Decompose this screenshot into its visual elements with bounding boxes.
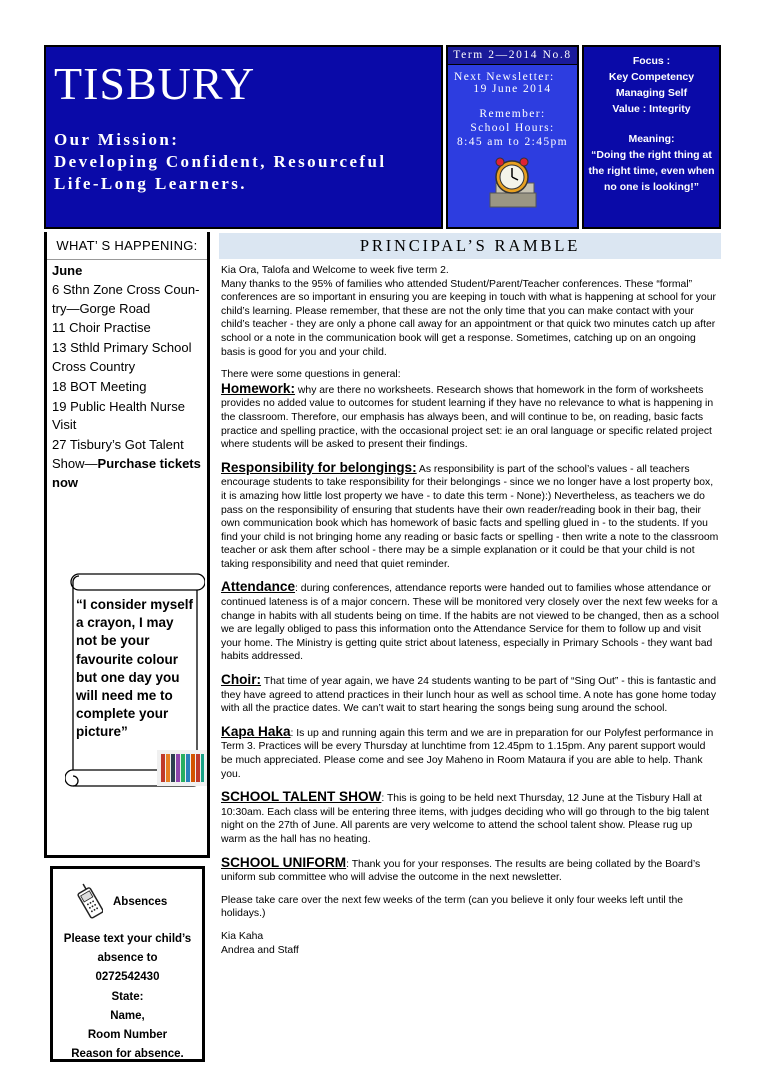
absences-box [50,866,205,1062]
quote-line: “I consider myself [76,597,194,612]
talent-show-text: Show— [52,455,98,471]
events-list [47,260,207,493]
next-newsletter-label: Next Newsletter: [454,71,555,83]
attendance-text: : during conferences, attendance reports were handed out to families whose attendance or continued lateness is of a major concern. These will be monitored very closely over the next few weeks for a change in habits with all students being on time. If the habits are not viewed to be changed, then as a school we are legally obliged to pass this information onto the Attendance Service for them to follow up and visit your home. The Ministry is getting quite strict about lateness, especially in Primary Schools - they want bad habits addressed. [221,583,719,663]
homework-section [221,382,719,452]
choir-heading: Choir: [221,672,262,688]
school-hours [448,107,577,149]
mission-statement [54,129,434,195]
signoff: Kia Kaha [221,930,264,942]
absence-line: Name, [110,1009,145,1022]
care-paragraph: Please take care over the next few weeks of the term (can you believe it only four weeks left until the holidays.) [221,894,684,920]
list-item: try—Gorge Road [52,300,151,316]
list-item: 19 Public Health Nurse [52,398,185,414]
responsibility-text: As responsibility is part of the school’s values - all teachers encourage students to take responsibility for their belongings - since we no longer have a lost property box, it is amazing how little lost property we have - to date this term - None):) Nevertheless, as teachers we do pass on the responsibility of ensuring that students have their own reader/reading book in their bag, their own communication book which has homework of basic facts and spelling glued in - to the students. If you find your child is not bringing home any reading or basic facts or spelling - then write a note to the classroom teacher or ask them after school - there may be a simple explanation or it could be that your child is not taking responsibility and need that quiet reminder. [221,463,719,570]
quote-scroll [65,570,205,792]
principals-ramble-heading: PRINCIPAL’S RAMBLE [219,233,721,259]
term-box [446,45,579,229]
list-item: 18 BOT Meeting [52,378,147,394]
key-competency-value: Managing Self [615,87,688,99]
quote-line: but one day you [76,669,180,685]
responsibility-heading: Responsibility for belongings: [221,459,417,475]
focus-box [582,45,721,229]
clock-icon [482,153,544,209]
absence-line: State: [111,990,144,1003]
meaning-label: Meaning: [628,133,675,145]
absence-line: Room Number [87,1029,168,1042]
meaning-line: the right time, even when [588,165,715,177]
principals-ramble-body [221,264,719,957]
conference-thanks: Many thanks to the 95% of families who attended Student/Parent/Teacher conferences. These “formal” conferences are so important in ensuring you are keeping in touch with what is happening at school for your child’s learning. Please remember, that these are not the only time that you can make contact with your child’s teacher - they are only a phone call away for an appointment or that quick two minutes catch up after school or a note in the communication book will get a response. Sometimes, catching up on an ongoing basis is good for you and your child. [221,278,717,358]
whats-happening-sidebar [44,232,210,858]
quote-line: a crayon, I may [76,615,174,631]
questions-intro: There were some questions in general: [221,369,401,381]
month-label: June [52,263,83,278]
attendance-section [221,580,719,664]
talent-show-heading-text: SCHOOL TALENT SHOW [221,789,382,805]
mission-line: Life-Long Learners. [54,174,247,193]
remember-label: Remember: [479,108,546,120]
list-item: 27 Tisbury’s Got Talent [52,437,184,453]
mission-line: Developing Confident, Resourceful [54,152,387,171]
term-number: Term 2—2014 No.8 [448,47,577,65]
uniform-heading-text: SCHOOL UNIFORM [221,854,347,870]
list-item: 13 Sthld Primary School [52,340,192,356]
choir-text: That time of year again, we have 24 students wanting to be part of “Sing Out” - this is fantastic and they have agreed to attend practices in their lunch hour as well as school time. A note has gone home today with all the practice dates. We can’t wait to start hearing the songs being sung around the school. [221,676,717,715]
attendance-heading: Attendance [221,579,296,595]
crayon-quote [76,596,204,742]
list-item: Cross Country [52,358,136,374]
uniform-text: : Thank you for your responses. The results are being collated by the Board’s uniform sub committee who will advise the outcome in the next newsletter. [221,858,701,884]
talent-show-section [221,790,719,846]
purchase-tickets-text: Purchase tickets [97,455,201,471]
list-item: 11 Choir Practise [52,320,151,336]
uniform-heading [221,855,346,870]
sidebar-heading: WHAT’ S HAPPENING: [47,232,207,260]
kapa-haka-heading: Kapa Haka [221,723,291,739]
talent-show-text: : This is going to be held next Thursday, 12 June at the Tisbury Hall at 10:30am. Each class will be entering three items, with judges deciding who will go through to the big talent night on the 27th of June. All parents are very welcome to attend the school talent show. Please rug up warm as the hall has no heating. [221,793,710,845]
absences-instructions [53,930,202,1064]
greeting: Kia Ora, Talofa and Welcome to week five term 2. [221,265,449,276]
focus-label: Focus : [632,55,671,67]
purchase-tickets-now: now [52,474,78,490]
absence-phone-number: 0272542430 [95,971,160,984]
meaning-line: no one is looking!” [603,181,700,193]
mission-label: Our Mission: [54,130,180,149]
kapa-haka-text: : Is up and running again this term and we are in preparation for our Polyfest performance in Term 3. Practices will be every Thursday at lunchtime from 12.45pm to 1.15pm. Any parent support would be much appreciated. Please come and see Joy Maheno in Room Mataura if you are able to help. Thank you. [221,727,714,780]
quote-line: picture” [76,724,128,740]
absence-line: Please text your child’s [63,933,192,945]
hours-value: 8:45 am to 2:45pm [456,136,568,148]
homework-text: why are there no worksheets. Research shows that homework in the form of worksheets provides no added value to outcomes for student learning if they have no relevance to what is happening in the classroom. Therefore, our emphasis has always been, and will continue to be, on reading, basic facts practice and spelling practice, with the occasional project set: ie an oral language or specific related project where students will be asked to present their findings. [221,384,714,451]
quote-line: favourite colour [76,651,179,667]
absences-title: Absences [113,896,168,908]
crayons-image [157,750,207,786]
next-newsletter-date: 19 June 2014 [473,83,552,95]
quote-line: will need me to [76,688,173,704]
absence-line: absence to [97,952,158,965]
homework-heading: Homework: [221,380,296,396]
absence-line: Reason for absence. [71,1048,184,1061]
value-label: Value : Integrity [612,103,691,115]
hours-label: School Hours: [470,122,555,134]
uniform-section [221,856,719,885]
signature: Andrea and Staff [221,944,299,956]
masthead [44,45,443,229]
phone-icon [77,883,103,921]
meaning-line: “Doing the right thing at [591,149,712,161]
list-item: Visit [52,417,77,433]
quote-line: not be your [76,633,150,649]
key-competency-label: Key Competency [608,71,695,83]
responsibility-section [221,461,719,572]
intro-paragraph [221,264,719,359]
kapa-haka-section [221,725,719,781]
list-item: 6 Sthn Zone Cross Coun- [52,281,200,297]
talent-show-heading [221,789,381,804]
school-title: TISBURY [54,58,256,109]
quote-line: complete your [76,706,169,722]
choir-section [221,673,719,716]
list-item [52,455,203,474]
